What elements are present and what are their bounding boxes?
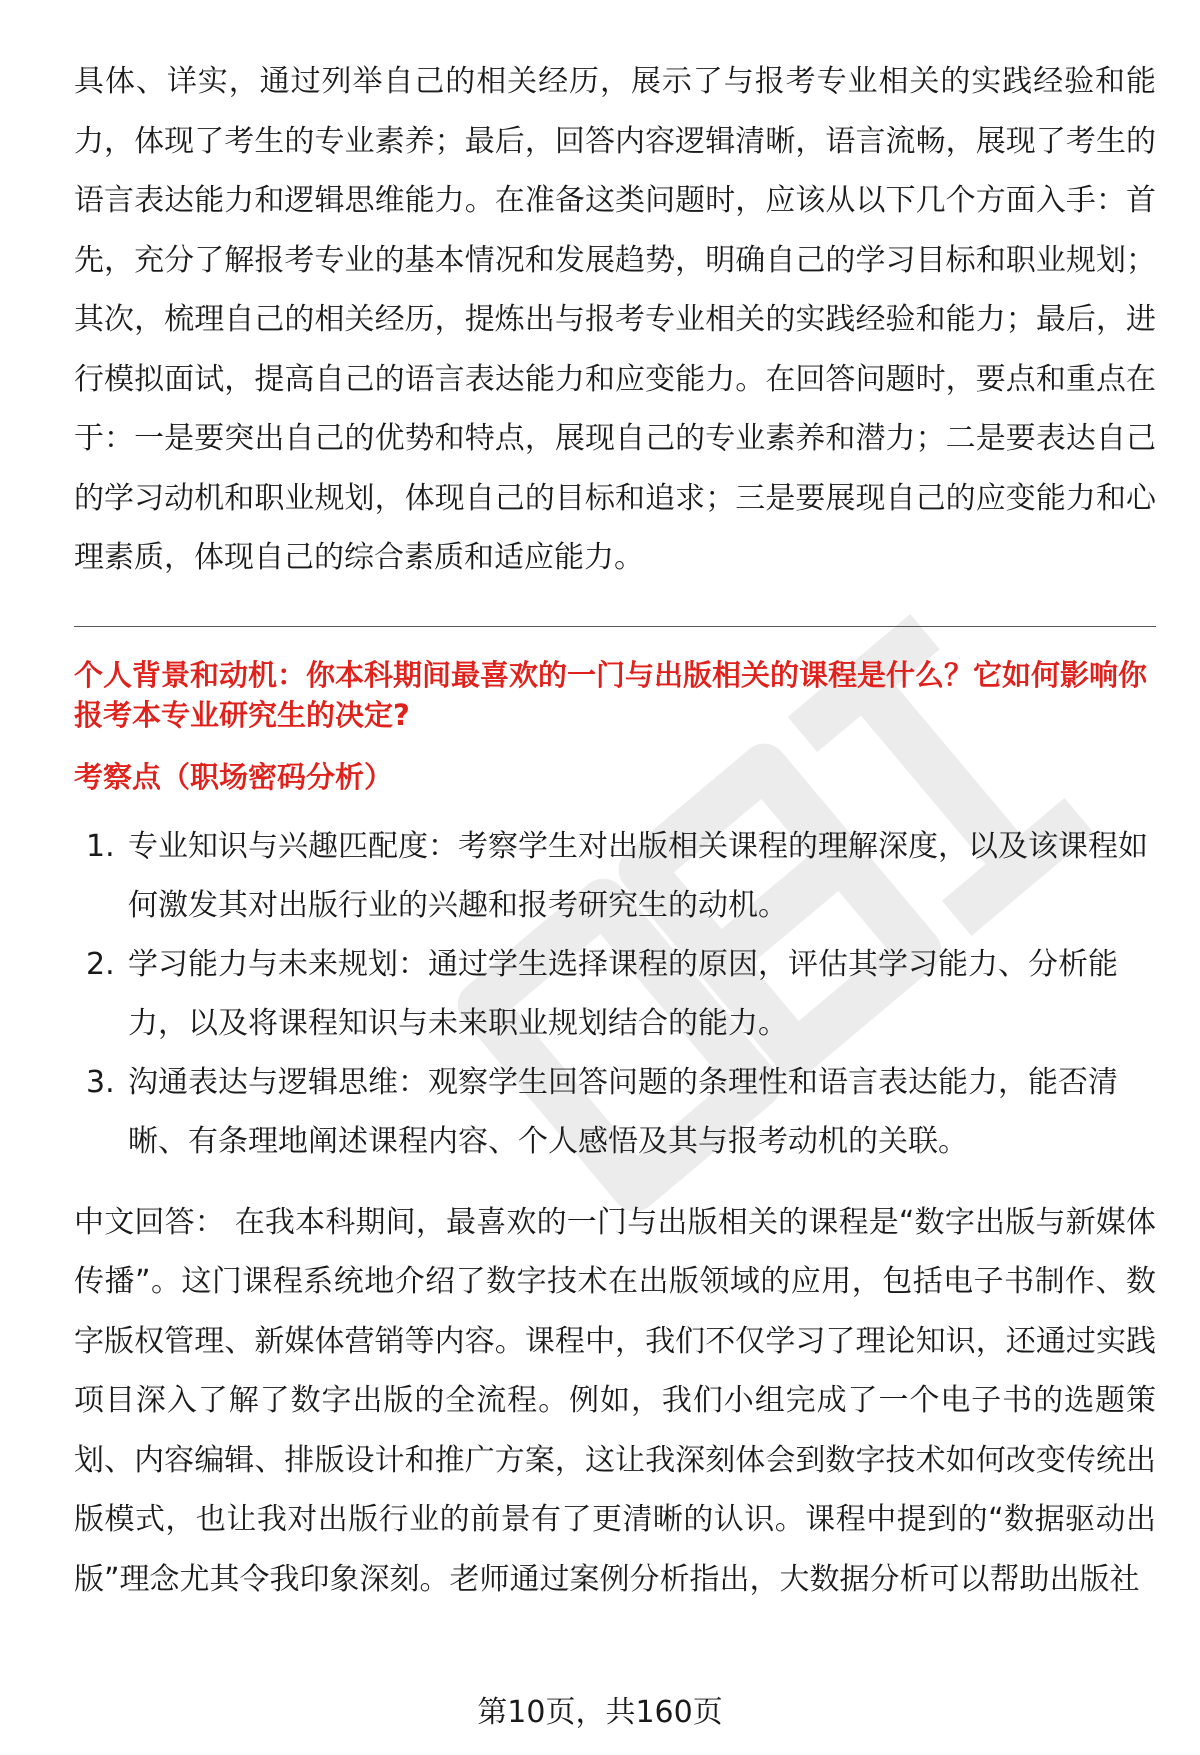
question-heading: 个人背景和动机：你本科期间最喜欢的一门与出版相关的课程是什么？它如何影响你报考本专业研究生的决定? xyxy=(74,657,1148,732)
assessment-point xyxy=(74,817,1156,935)
point-number: 3. xyxy=(86,1064,115,1100)
answer-paragraph: 中文回答： 在我本科期间，最喜欢的一门与出版相关的课程是“数字出版与新媒体传播”。这门课程系统地介绍了数字技术在出版领域的应用，包括电子书制作、数字版权管理、新媒体营销等内容。课程中，我们不仅学习了理论知识，还通过实践项目深入了解了数字出版的全流程。例如，我们小组完成了一个电子书的选题策划、内容编辑、排版设计和推广方案，这让我深刻体会到数字技术如何改变传统出版模式，也让我对出版行业的前景有了更清晰的认识。课程中提到的“数据驱动出版”理念尤其令我印象深刻。老师通过案例分析指出，大数据分析可以帮助出版社 xyxy=(74,1204,1156,1597)
point-text: 学习能力与未来规划：通过学生选择课程的原因，评估其学习能力、分析能力，以及将课程知识与未来职业规划结合的能力。 xyxy=(128,946,1118,1041)
point-text: 专业知识与兴趣匹配度：考察学生对出版相关课程的理解深度，以及该课程如何激发其对出版行业的兴趣和报考研究生的动机。 xyxy=(128,828,1148,923)
assessment-point xyxy=(74,935,1156,1053)
page-number-footer: 第10页，共160页 xyxy=(477,1695,723,1730)
section-divider xyxy=(74,626,1156,627)
intro-paragraph: 具体、详实，通过列举自己的相关经历，展示了与报考专业相关的实践经验和能力，体现了考生的专业素养；最后，回答内容逻辑清晰，语言流畅，展现了考生的语言表达能力和逻辑思维能力。在准备这类问题时，应该从以下几个方面入手：首先，充分了解报考专业的基本情况和发展趋势，明确自己的学习目标和职业规划；其次，梳理自己的相关经历，提炼出与报考专业相关的实践经验和能力；最后，进行模拟面试，提高自己的语言表达能力和应变能力。在回答问题时，要点和重点在于：一是要突出自己的优势和特点，展现自己的专业素养和潜力；二是要表达自己的学习动机和职业规划，体现自己的目标和追求；三是要展现自己的应变能力和心理素质，体现自己的综合素质和适应能力。 xyxy=(74,64,1156,575)
point-text: 沟通表达与逻辑思维：观察学生回答问题的条理性和语言表达能力，能否清晰、有条理地阐述课程内容、个人感悟及其与报考动机的关联。 xyxy=(128,1064,1118,1159)
assessment-point xyxy=(74,1053,1156,1171)
assessment-subheading: 考察点（职场密码分析） xyxy=(74,759,394,794)
assessment-points-list xyxy=(74,817,1156,1171)
point-number: 2. xyxy=(86,946,115,982)
point-number: 1. xyxy=(86,828,115,864)
page-content xyxy=(74,52,1156,1609)
